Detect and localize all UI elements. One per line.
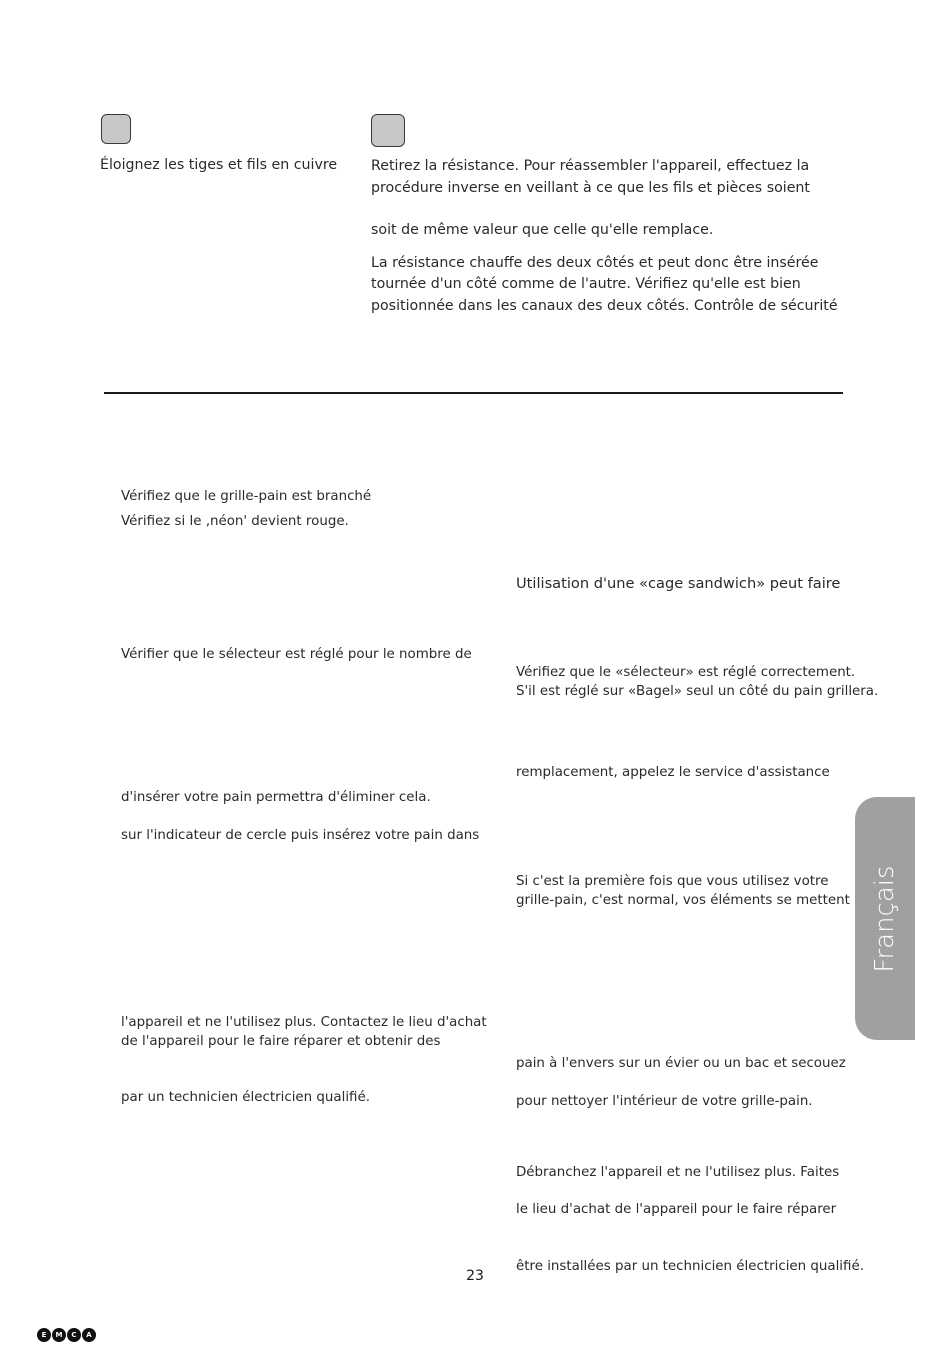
left-text-6: l'appareil et ne l'utilisez plus. Contactez le lieu d'achat	[121, 1015, 487, 1030]
step-right-line-1: Retirez la résistance. Pour réassembler l'appareil, effectuez la	[371, 158, 810, 174]
right-text-7: pain à l'envers sur un évier ou un bac et secouez	[516, 1056, 846, 1071]
certification-logo	[37, 1328, 97, 1342]
language-tab-label: Français	[870, 864, 900, 973]
right-text-2: Vérifiez que le «sélecteur» est réglé correctement.	[516, 665, 856, 680]
section-divider	[104, 392, 843, 394]
left-text-1: Vérifiez que le grille-pain est branché	[121, 489, 372, 504]
right-text-1: Utilisation d'une «cage sandwich» peut faire	[516, 575, 841, 592]
right-text-4: remplacement, appelez le service d'assistance	[516, 765, 830, 780]
logo-letter: M	[52, 1328, 66, 1342]
step-left-text: Éloignez les tiges et fils en cuivre	[100, 157, 338, 173]
step-right-para2-line-1: La résistance chauffe des deux côtés et peut donc être insérée	[371, 255, 819, 271]
left-text-8: par un technicien électricien qualifié.	[121, 1090, 370, 1105]
step-right-para2-line-2: tournée d'un côté comme de l'autre. Vérifiez qu'elle est bien	[371, 276, 801, 292]
left-text-2: Vérifiez si le ‚néon' devient rouge.	[121, 514, 349, 529]
step-right-para2-line-3: positionnée dans les canaux des deux côtés. Contrôle de sécurité	[371, 298, 838, 314]
left-text-7: de l'appareil pour le faire réparer et obtenir des	[121, 1034, 441, 1049]
page-number: 23	[466, 1268, 484, 1284]
left-text-5: sur l'indicateur de cercle puis insérez votre pain dans	[121, 828, 480, 843]
step-right-line-3: soit de même valeur que celle qu'elle remplace.	[371, 222, 714, 238]
right-text-11: être installées par un technicien électricien qualifié.	[516, 1259, 864, 1274]
left-text-4: d'insérer votre pain permettra d'éliminer cela.	[121, 790, 431, 805]
logo-letter: A	[82, 1328, 96, 1342]
logo-letter: E	[37, 1328, 51, 1342]
right-text-8: pour nettoyer l'intérieur de votre grille-pain.	[516, 1094, 813, 1109]
language-tab	[855, 797, 915, 1040]
left-text-3: Vérifier que le sélecteur est réglé pour le nombre de	[121, 647, 472, 662]
step-right-line-2: procédure inverse en veillant à ce que les fils et pièces soient	[371, 180, 810, 196]
right-text-5: Si c'est la première fois que vous utilisez votre	[516, 874, 829, 889]
right-text-3: S'il est réglé sur «Bagel» seul un côté du pain grillera.	[516, 684, 879, 699]
step-image-placeholder-right	[371, 114, 405, 147]
right-text-6: grille-pain, c'est normal, vos éléments se mettent	[516, 893, 850, 908]
logo-letter: C	[67, 1328, 81, 1342]
right-text-10: le lieu d'achat de l'appareil pour le faire réparer	[516, 1202, 837, 1217]
step-image-placeholder-left	[101, 114, 131, 144]
right-text-9: Débranchez l'appareil et ne l'utilisez plus. Faites	[516, 1165, 840, 1180]
